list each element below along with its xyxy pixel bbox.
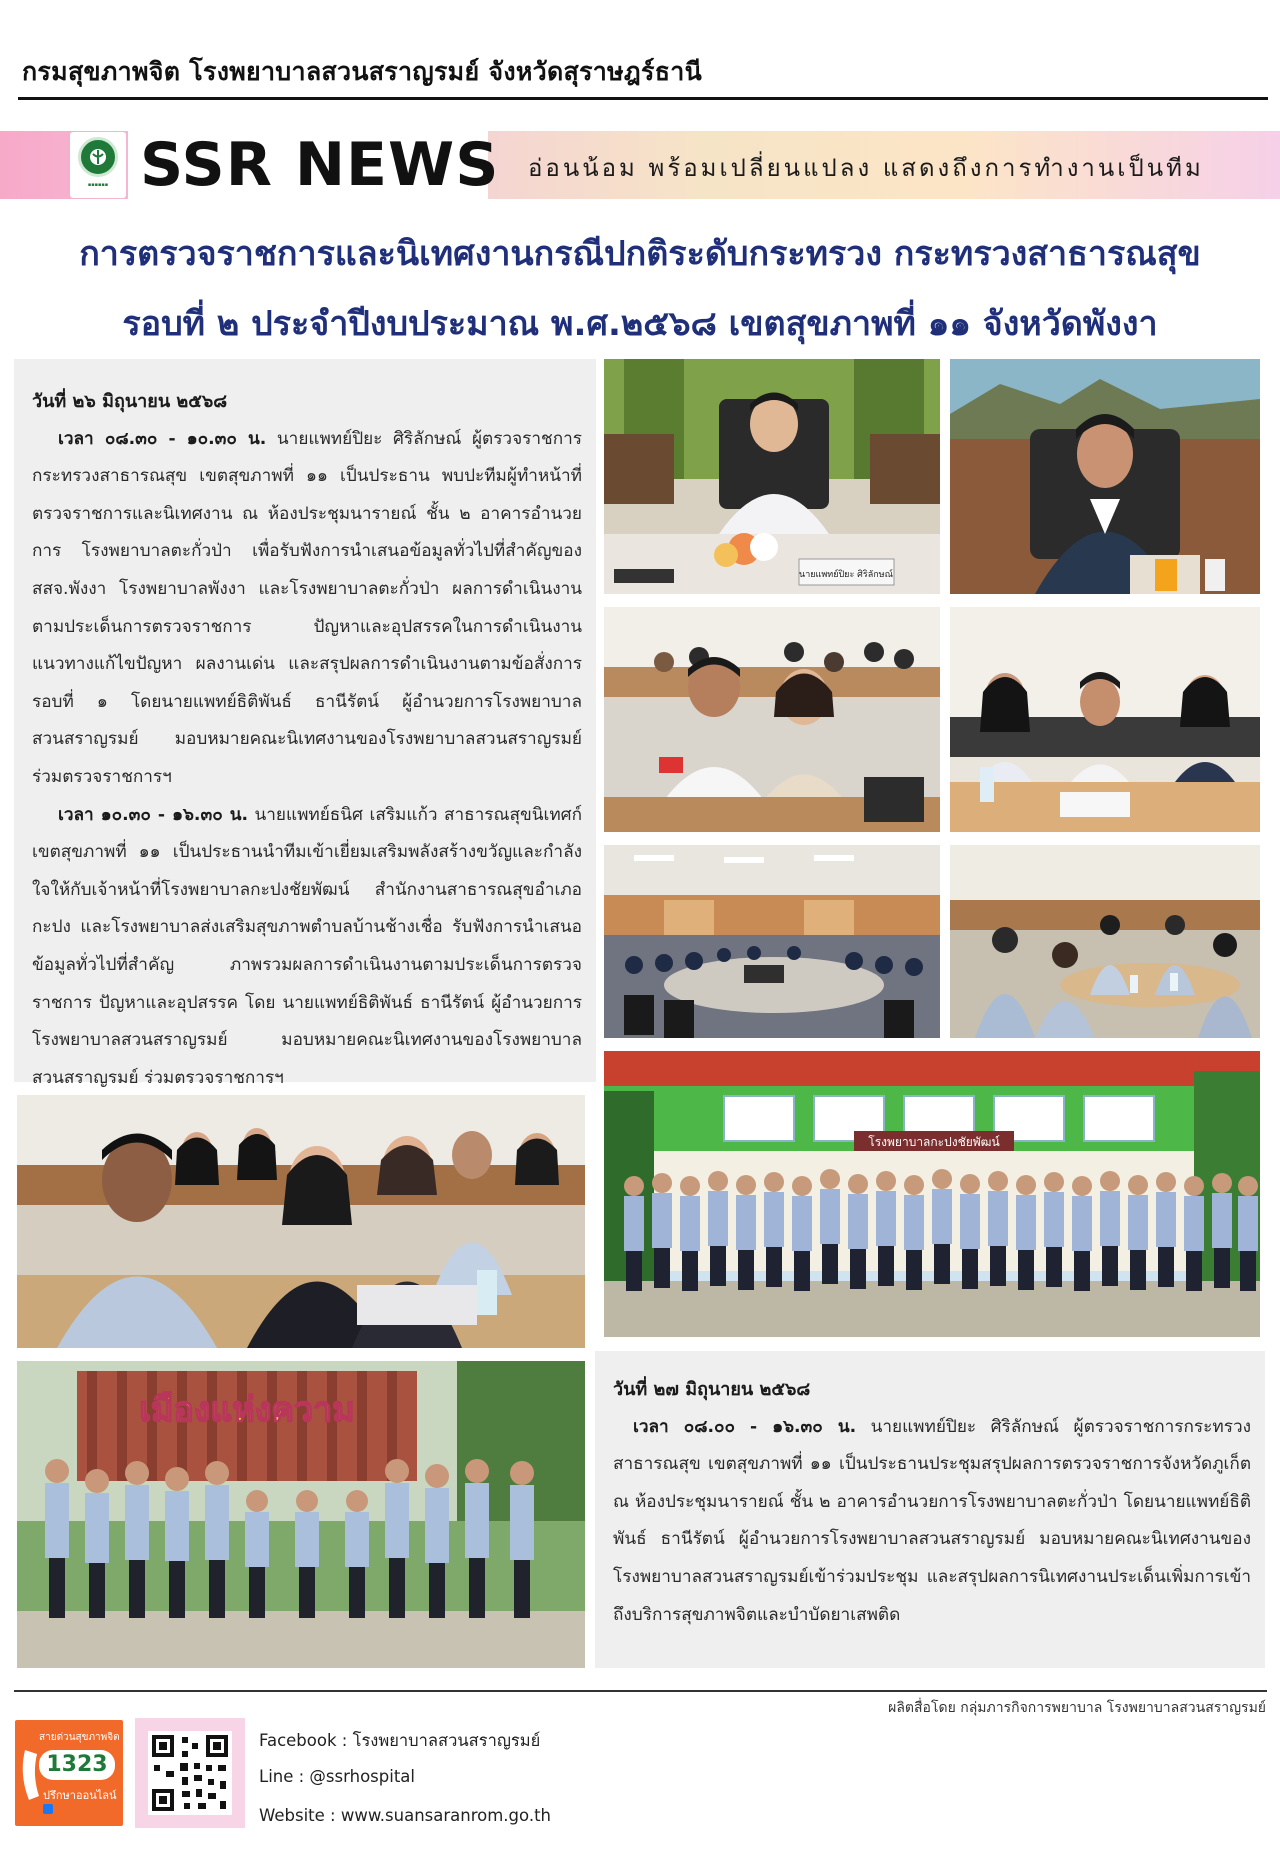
photo-inspector-meeting: [604, 359, 940, 594]
headline-line-2: รอบที่ ๒ ประจำปีงบประมาณ พ.ศ.๒๕๖๘ เขตสุขภาพที่ ๑๑ จังหวัดพังงา: [122, 304, 1158, 344]
day1-text-body: [14, 359, 596, 1097]
photo-official-portrait: [950, 359, 1260, 594]
day1-paragraph-2: นายแพทย์ธนิศ เสริมแก้ว สาธารณสุขนิเทศก์ เขตสุขภาพที่ ๑๑ เป็นประธานนำทีมเข้าเยี่ยมเสริมพลังสร้างขวัญและกำลังใจให้กับเจ้าหน้าที่โรงพยาบาลกะปงชัยพัฒน์ สำนักงานสาธารณสุขอำเภอกะปง และโรงพยาบาลส่งเสริมสุขภาพตำบลบ้านช้างเชื่อ รับฟังการนำเสนอข้อมูลทั่วไปที่สำคัญ ภาพรวมผลการดำเนินงานตามประเด็นการตรวจราชการ ปัญหาและอุปสรรค โดย นายแพทย์ธิติพันธ์ ธานีรัตน์ ผู้อำนวยการโรงพยาบาลสวนสราญรมย์ มอบหมายคณะนิเทศงานของโรงพยาบาลสวนสราญรมย์ ร่วมตรวจราชการฯ: [32, 804, 582, 1088]
headline-line-1: การตรวจราชการและนิเทศงานกรณีปกติระดับกระทรวง กระทรวงสาธารณสุข: [79, 234, 1201, 274]
day2-date: วันที่ ๒๗ มิถุนายน ๒๕๖๘: [613, 1379, 811, 1400]
photo-team-seated: [604, 607, 940, 832]
day1-text-panel: [14, 359, 596, 1088]
day1-time-1: เวลา ๐๘.๓๐ - ๑๐.๓๐ น.: [58, 428, 267, 449]
hospital-sign-text: โรงพยาบาลกะปงชัยพัฒน์: [868, 1135, 1000, 1149]
photo-meeting-room: [604, 845, 940, 1038]
day1-time-2: เวลา ๑๐.๓๐ - ๑๖.๓๐ น.: [58, 804, 248, 825]
day1-date: วันที่ ๒๖ มิถุนายน ๒๕๖๘: [32, 391, 228, 412]
day2-text-body: [595, 1351, 1265, 1634]
hotline-number[interactable]: 1323: [39, 1750, 115, 1780]
day2-time-1: เวลา ๐๘.๐๐ - ๑๖.๓๐ น.: [633, 1416, 857, 1437]
hotline-label: สายด่วนสุขภาพจิต: [39, 1732, 120, 1743]
brand-title: SSR NEWS: [140, 130, 500, 200]
day2-text-panel: [595, 1351, 1265, 1668]
qr-code-icon[interactable]: [148, 1731, 232, 1815]
logo-caption: ▪▪▪▪▪▪: [87, 182, 109, 188]
department-header: กรมสุขภาพจิต โรงพยาบาลสวนสราญรมย์ จังหวัดสุราษฎร์ธานี: [22, 57, 703, 86]
header-divider: [18, 97, 1268, 100]
photo-outdoor-group: [17, 1361, 585, 1668]
photo-hospital-group: [604, 1051, 1260, 1337]
photo-supervision-team: [17, 1095, 585, 1348]
nameplate-text: นายแพทย์ปิยะ ศิริลักษณ์: [799, 570, 893, 580]
production-credit: ผลิตสื่อโดย กลุ่มภารกิจการพยาบาล โรงพยาบาลสวนสราญรมย์: [888, 1700, 1266, 1716]
line-link[interactable]: Line : @ssrhospital: [259, 1767, 415, 1786]
hotline-sub: ปรึกษาออนไลน์: [43, 1789, 117, 1802]
garden-banner-text: เมืองแห่งความ: [139, 1390, 355, 1430]
hotline-badge: [15, 1720, 123, 1826]
footer-divider: [14, 1690, 1267, 1692]
photo-group-discussion: [950, 845, 1260, 1038]
moph-logo-icon: [78, 137, 118, 177]
day2-paragraph-1: นายแพทย์ปิยะ ศิริลักษณ์ ผู้ตรวจราชการกระทรวงสาธารณสุข เขตสุขภาพที่ ๑๑ เป็นประธานประชุมสรุปผลการตรวจราชการจังหวัดภูเก็ต ณ ห้องประชุมนารายณ์ ชั้น ๒ อาคารอำนวยการโรงพยาบาลตะกั่วป่า โดยนายแพทย์ธิติพันธ์ ธานีรัตน์ ผู้อำนวยการโรงพยาบาลสวนสราญรมย์ มอบหมายคณะนิเทศงานของโรงพยาบาลสวนสราญรมย์เข้าร่วมประชุม และสรุปผลการนิเทศงานประเด็นเพิ่มการเข้าถึงบริการสุขภาพจิตและบำบัดยาเสพติด: [613, 1416, 1251, 1625]
photo-panel-members: [950, 607, 1260, 832]
facebook-link[interactable]: Facebook : โรงพยาบาลสวนสราญรมย์: [259, 1731, 541, 1750]
day1-paragraph-1: นายแพทย์ปิยะ ศิริลักษณ์ ผู้ตรวจราชการกระทรวงสาธารณสุข เขตสุขภาพที่ ๑๑ เป็นประธาน พบปะทีมผู้ทำหน้าที่ตรวจราชการและนิเทศงาน ณ ห้องประชุมนารายณ์ ชั้น ๒ อาคารอำนวยการ โรงพยาบาลตะกั่วป่า เพื่อรับฟังการนำเสนอข้อมูลทั่วไปที่สำคัญของสสจ.พังงา โรงพยาบาลพังงา และโรงพยาบาลตะกั่วป่า ผลการดำเนินงานตามประเด็นการตรวจราชการ ปัญหาและอุปสรรคในการดำเนินงาน แนวทางแก้ไขปัญหา ผลงานเด่น และสรุปผลการดำเนินงานตามข้อสั่งการ รอบที่ ๑ โดยนายแพทย์ธิติพันธ์ ธานีรัตน์ ผู้อำนวยการโรงพยาบาลสวนสราญรมย์ มอบหมายคณะนิเทศงานของโรงพยาบาลสวนสราญรมย์ ร่วมตรวจราชการฯ: [32, 428, 582, 787]
website-link[interactable]: Website : www.suansaranrom.go.th: [259, 1806, 552, 1825]
slogan: อ่อนน้อม พร้อมเปลี่ยนแปลง แสดงถึงการทำงานเป็นทีม: [528, 154, 1204, 182]
facebook-icon: [43, 1804, 53, 1814]
